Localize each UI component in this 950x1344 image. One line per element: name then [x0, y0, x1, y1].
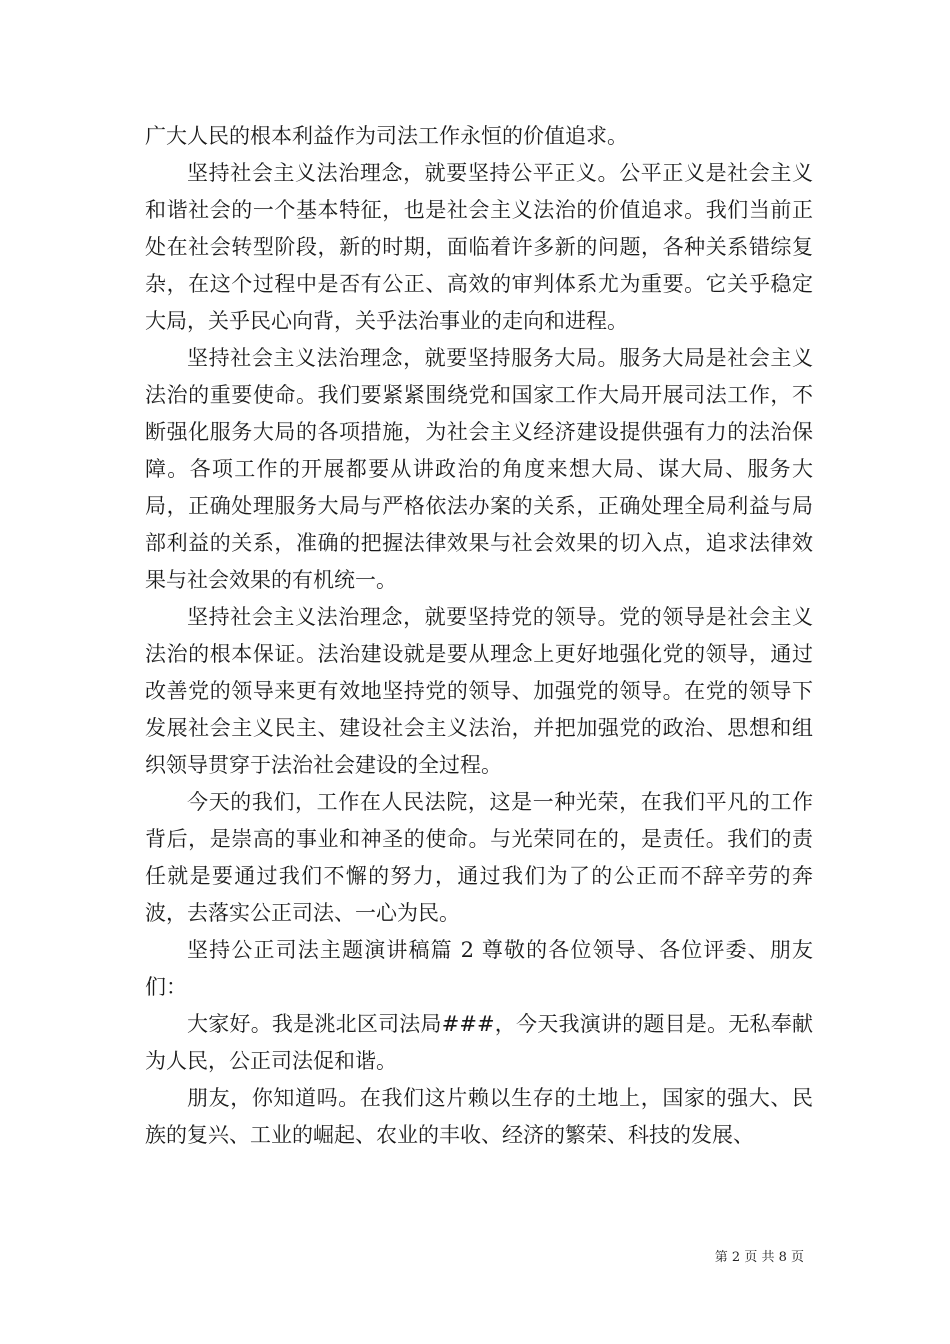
paragraph-1: 广大人民的根本利益作为司法工作永恒的价值追求。 [145, 124, 628, 148]
paragraph-4: 坚持社会主义法治理念，就要坚持党的领导。党的领导是社会主义法治的根本保证。法治建设就是要从理念上更好地强化党的领导，通过改善党的领导来更有效地坚持党的领导、加强党的领导。在党的领导下发展社会主义民主、建设社会主义法治，并把加强党的政治、思想和组织领导贯穿于法治社会建设的全过程。 [145, 605, 813, 777]
paragraph-2: 坚持社会主义法治理念，就要坚持公平正义。公平正义是社会主义和谐社会的一个基本特征，也是社会主义法治的价值追求。我们当前正处在社会转型阶段，新的时期，面临着许多新的问题，各种关系错综复杂，在这个过程中是否有公正、高效的审判体系尤为重要。它关乎稳定大局，关乎民心向背，关乎法治事业的走向和进程。 [145, 161, 813, 333]
page-number-footer: 第 2 页 共 8 页 [714, 1250, 804, 1265]
paragraph-7: 大家好。我是洮北区司法局###，今天我演讲的题目是。无私奉献为人民，公正司法促和谐。 [145, 1012, 813, 1073]
paragraph-8: 朋友，你知道吗。在我们这片赖以生存的土地上，国家的强大、民族的复兴、工业的崛起、农业的丰收、经济的繁荣、科技的发展、 [145, 1086, 813, 1147]
paragraph-3: 坚持社会主义法治理念，就要坚持服务大局。服务大局是社会主义法治的重要使命。我们要紧紧围绕党和国家工作大局开展司法工作，不断强化服务大局的各项措施，为社会主义经济建设提供强有力的法治保障。各项工作的开展都要从讲政治的角度来想大局、谋大局、服务大局，正确处理服务大局与严格依法办案的关系，正确处理全局利益与局部利益的关系，准确的把握法律效果与社会效果的切入点，追求法律效果与社会效果的有机统一。 [145, 346, 813, 592]
paragraph-6: 坚持公正司法主题演讲稿篇 2 尊敬的各位领导、各位评委、朋友们： [145, 938, 813, 999]
paragraph-5: 今天的我们，工作在人民法院，这是一种光荣，在我们平凡的工作背后，是崇高的事业和神圣的使命。与光荣同在的，是责任。我们的责任就是要通过我们不懈的努力，通过我们为了的公正而不辞辛劳的奔波，去落实公正司法、一心为民。 [145, 790, 813, 925]
document-body [145, 118, 813, 1154]
